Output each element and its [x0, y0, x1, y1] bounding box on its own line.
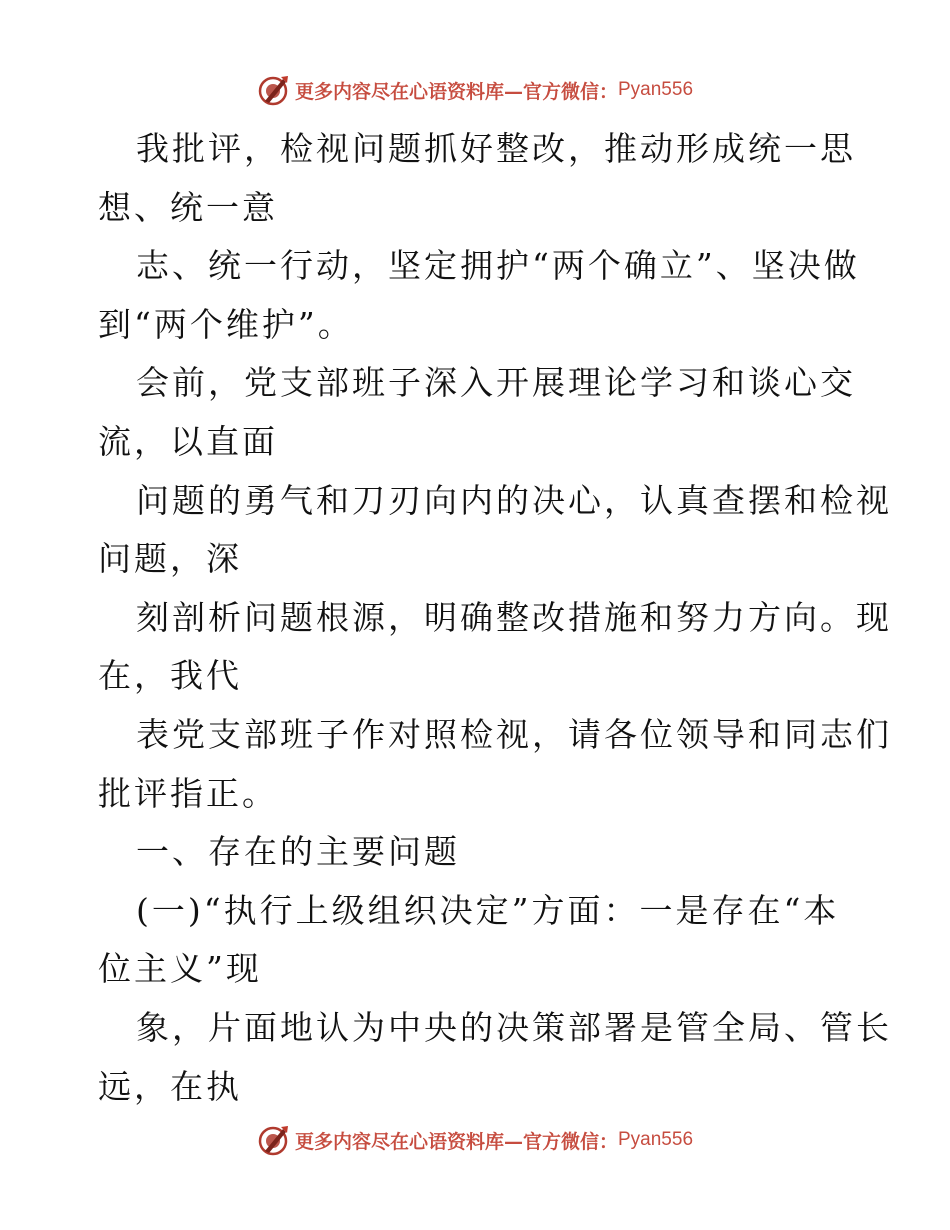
watermark-text: 更多内容尽在心语资料库—官方微信： — [294, 1130, 618, 1153]
text-line: 会前，党支部班子深入开展理论学习和谈心交 — [136, 363, 856, 403]
text-line: 我批评，检视问题抓好整改，推动形成统一思 — [136, 129, 856, 168]
text-line: 象，片面地认为中央的决策部署是管全局、管长 — [136, 1007, 892, 1047]
text-line: 批评指正。 — [98, 773, 278, 813]
document-body — [98, 120, 892, 1116]
watermark-banner-bottom — [0, 1120, 950, 1160]
quill-seal-icon — [257, 1123, 291, 1157]
text-line: 刻剖析问题根源，明确整改措施和努力方向。现 — [136, 597, 892, 637]
text-line: 问题，深 — [98, 539, 242, 579]
text-line: 一、存在的主要问题 — [136, 832, 460, 872]
watermark-wechat-id: Pyan556 — [618, 79, 694, 100]
text-line: 志、统一行动，坚定拥护“两个确立”、坚决做 — [136, 246, 860, 286]
text-line: 位主义”现 — [98, 949, 262, 989]
text-line: 流，以直面 — [98, 421, 278, 461]
text-line: 到“两个维护”。 — [98, 304, 354, 344]
text-line: 问题的勇气和刀刃向内的决心，认真查摆和检视 — [136, 480, 892, 520]
text-line: 想、统一意 — [98, 187, 278, 227]
watermark-banner-top — [0, 70, 950, 110]
text-line: 表党支部班子作对照检视，请各位领导和同志们 — [136, 714, 892, 754]
watermark-text: 更多内容尽在心语资料库—官方微信： — [294, 80, 618, 103]
quill-seal-icon — [257, 73, 291, 107]
text-line: 在，我代 — [98, 656, 242, 696]
watermark-wechat-id: Pyan556 — [618, 1129, 694, 1150]
text-line: 远，在执 — [98, 1066, 242, 1106]
text-line: (一)“执行上级组织决定”方面：一是存在“本 — [136, 890, 840, 930]
